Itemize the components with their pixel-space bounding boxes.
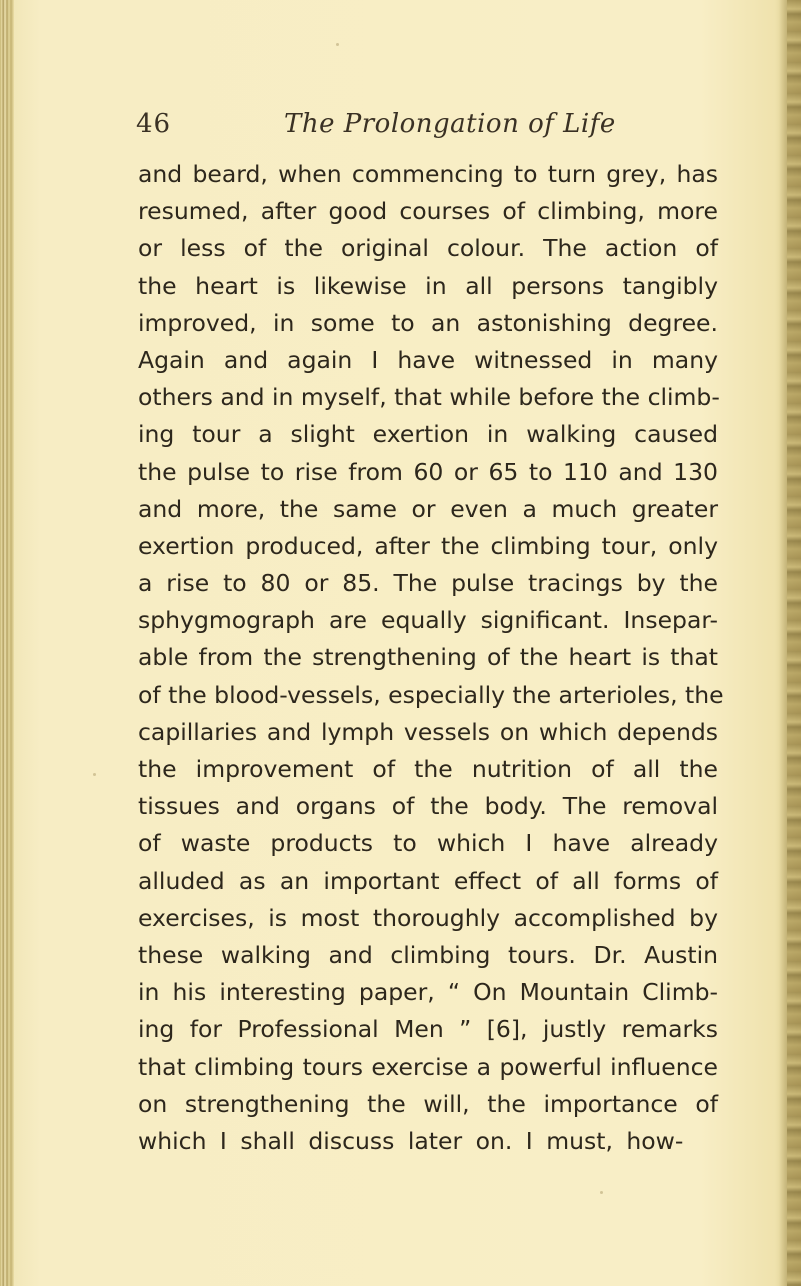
text-line: or less of the original colour. The action of xyxy=(138,234,718,263)
text-line: resumed, after good courses of climbing, more xyxy=(138,197,718,226)
running-header xyxy=(136,104,716,144)
text-line: the heart is likewise in all persons tangibly xyxy=(138,271,718,300)
text-line: exertion produced, after the climbing tour, only xyxy=(138,531,718,560)
text-line: capillaries and lymph vessels on which depends xyxy=(138,717,718,746)
text-line: of waste products to which I have already xyxy=(138,829,718,858)
text-line: ing tour a slight exertion in walking caused xyxy=(138,420,718,449)
text-line: Again and again I have witnessed in many xyxy=(138,345,718,374)
text-line: on strengthening the will, the importance of xyxy=(138,1089,718,1118)
page-binding-edge xyxy=(0,0,14,1286)
page-number: 46 xyxy=(136,109,172,139)
text-line: the improvement of the nutrition of all the xyxy=(138,755,718,783)
text-line: and beard, when commencing to turn grey, has xyxy=(138,160,718,188)
text-line: improved, in some to an astonishing degree. xyxy=(138,308,718,337)
text-line: others and in myself, that while before the climb- xyxy=(138,383,720,412)
text-line: ing for Professional Men ” [6], justly remarks xyxy=(138,1015,718,1044)
text-line: alluded as an important effect of all forms of xyxy=(138,866,718,895)
text-line: these walking and climbing tours. Dr. Austin xyxy=(138,940,718,969)
text-line: the pulse to rise from 60 or 65 to 110 and 130 xyxy=(138,457,718,486)
text-line: able from the strengthening of the heart is that xyxy=(138,643,718,672)
text-line: sphygmograph are equally significant. Insepar- xyxy=(138,606,718,635)
paper-speck xyxy=(336,43,339,46)
text-line: and more, the same or even a much greater xyxy=(138,494,718,523)
text-line: tissues and organs of the body. The removal xyxy=(138,792,718,821)
page-shadow xyxy=(779,0,787,1286)
page-fore-edge xyxy=(787,0,801,1286)
text-line: which I shall discuss later on. I must, how- xyxy=(138,1126,684,1155)
body-text xyxy=(138,156,724,1160)
text-line: that climbing tours exercise a powerful influence xyxy=(138,1052,718,1081)
paper-speck xyxy=(93,773,96,776)
text-line: of the blood-vessels, especially the arterioles, the xyxy=(138,680,724,709)
text-line: exercises, is most thoroughly accomplished by xyxy=(138,903,718,932)
paper-speck xyxy=(600,1191,603,1194)
text-line: in his interesting paper, “ On Mountain Climb- xyxy=(138,978,718,1007)
running-title: The Prolongation of Life xyxy=(284,109,616,139)
text-line: a rise to 80 or 85. The pulse tracings by the xyxy=(138,569,718,598)
